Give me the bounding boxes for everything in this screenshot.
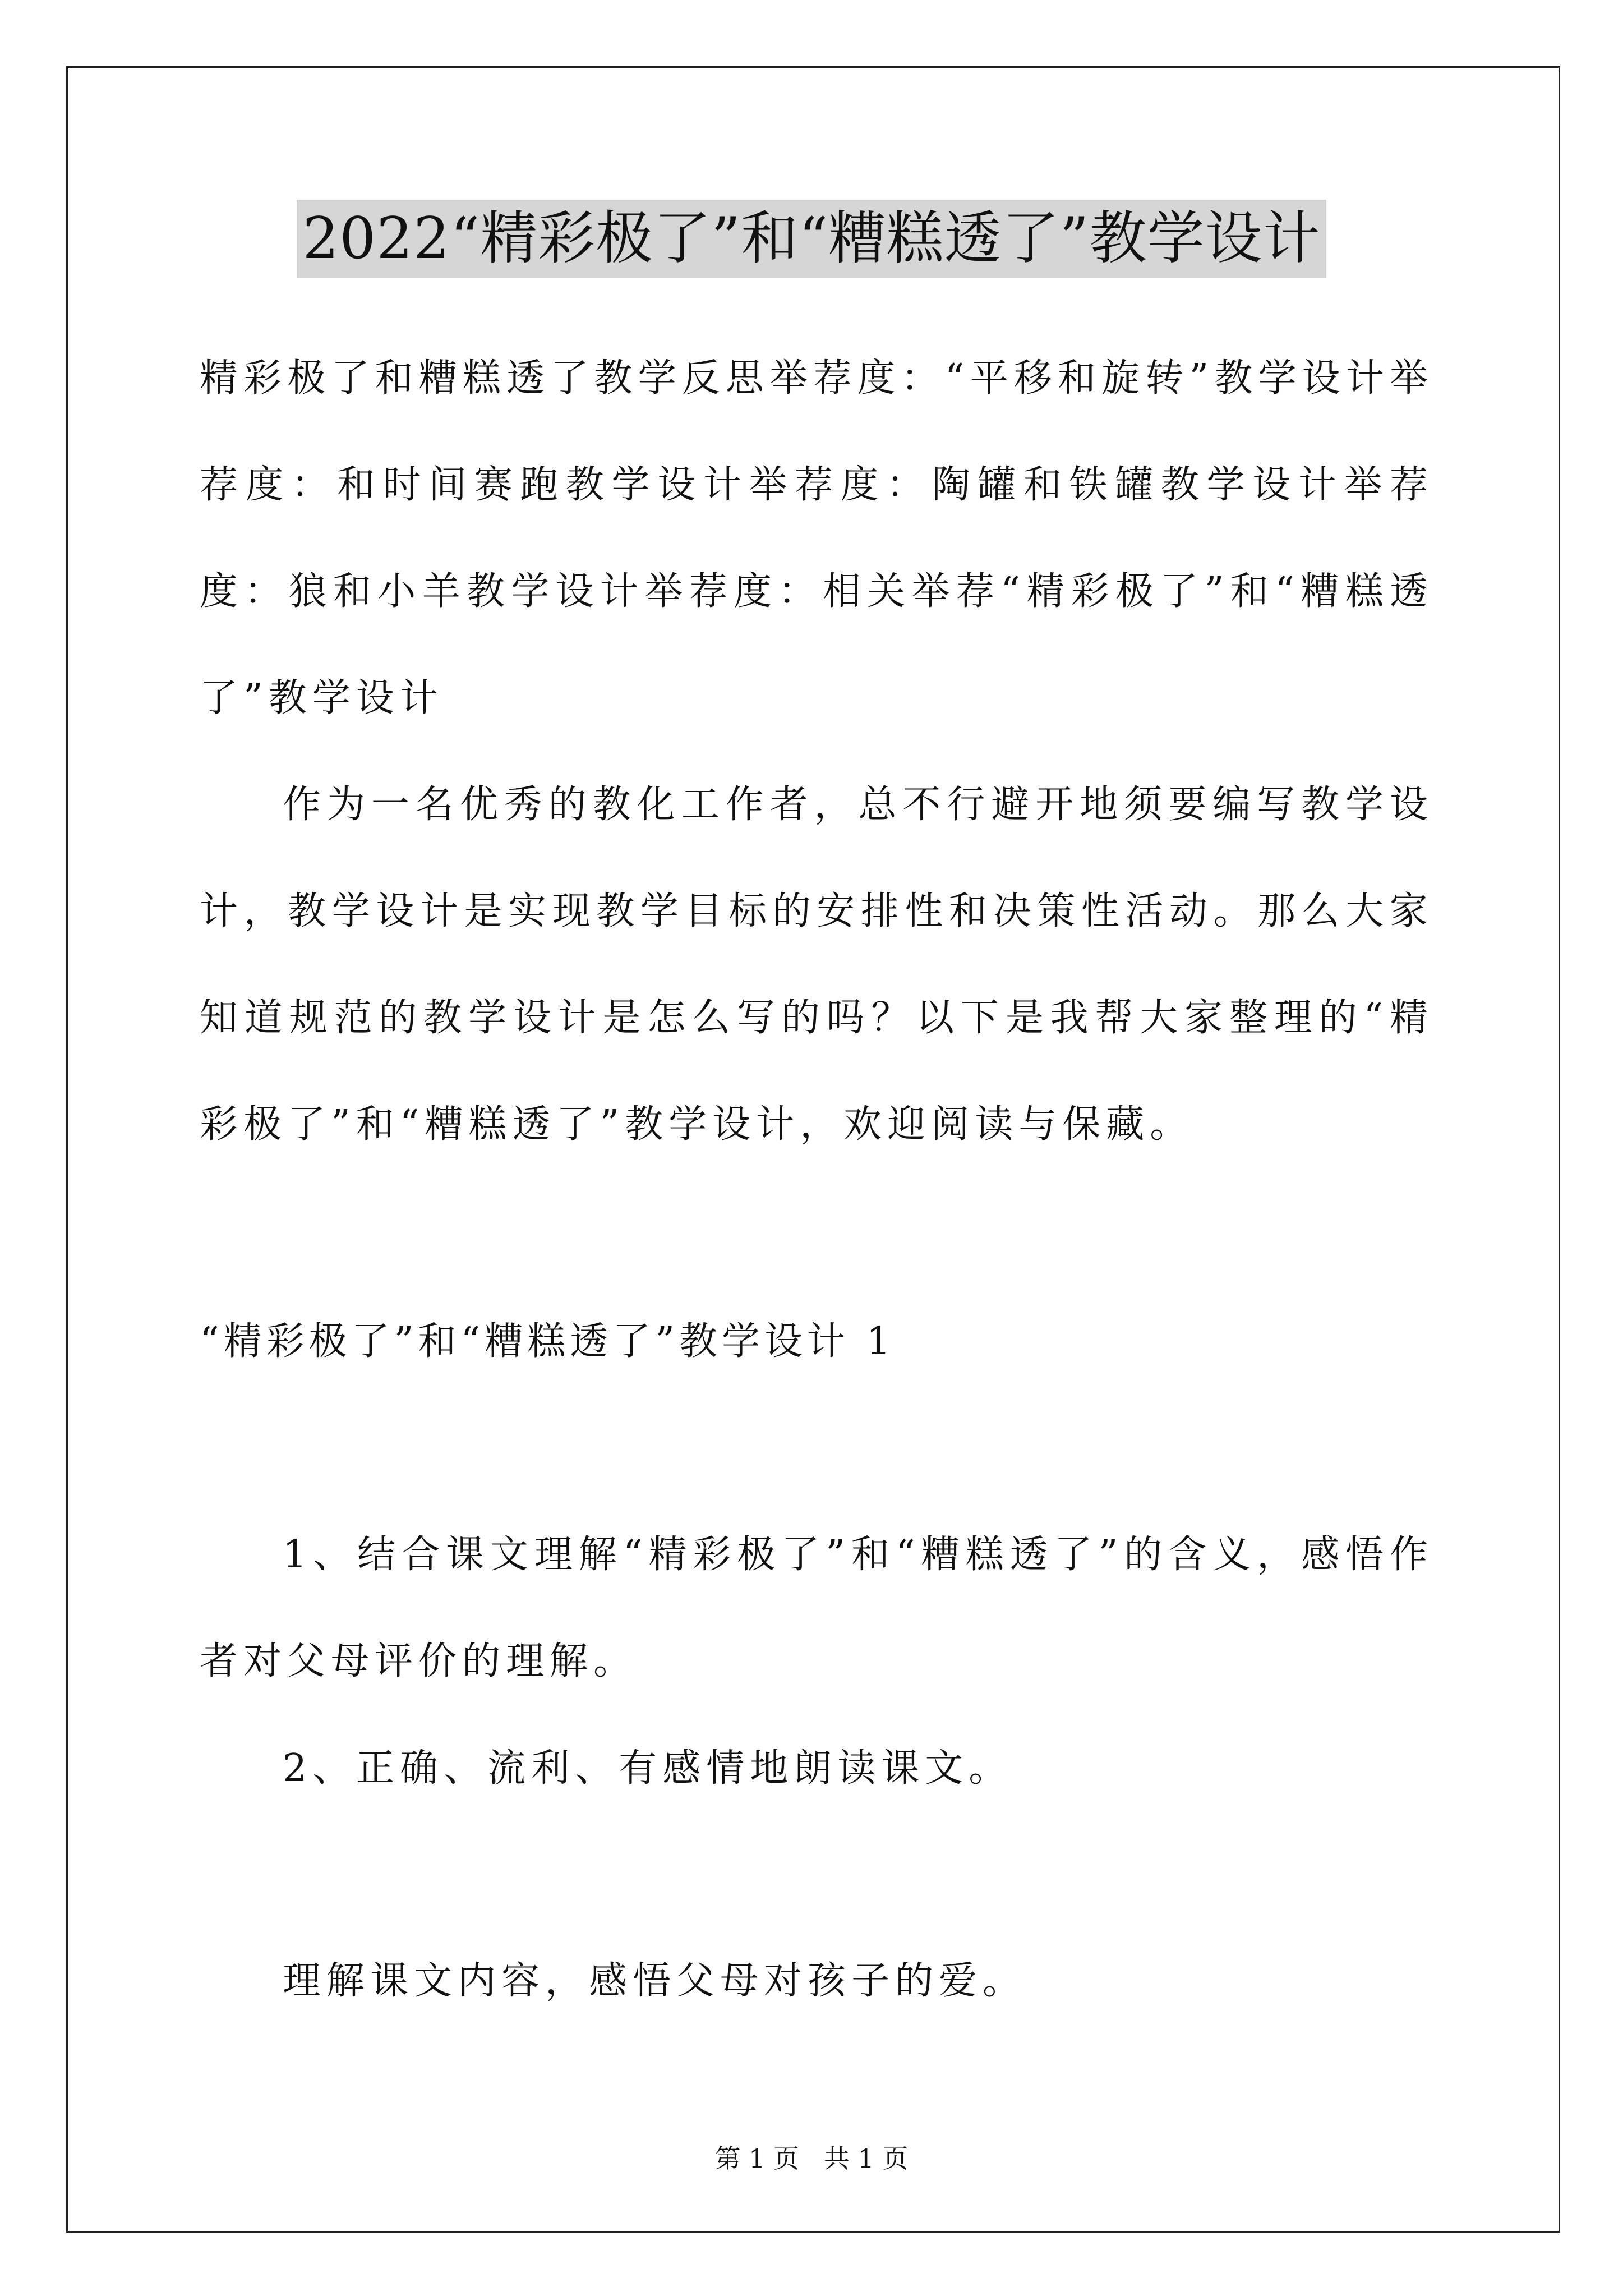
document-title: 2022“精彩极了”和“糟糕透了”教学设计 — [297, 200, 1326, 278]
objective-item-1: 1、结合课文理解“精彩极了”和“糟糕透了”的含义，感悟作者对父母评价的理解。 — [200, 1533, 1433, 1683]
key-point-paragraph: 理解课文内容，感悟父母对孩子的爱。 — [283, 1959, 1027, 2003]
objective-item-2: 2、正确、流利、有感情地朗读课文。 — [283, 1746, 1013, 1791]
section-heading: “精彩极了”和“糟糕透了”教学设计 1 — [200, 1319, 895, 1364]
title-container — [0, 200, 1623, 278]
body-paragraph: 作为一名优秀的教化工作者，总不行避开地须要编写教学设计，教学设计是实现教学目标的安排性和决策性活动。那么大家知道规范的教学设计是怎么写的吗？以下是我帮大家整理的“精彩极了”和“糟糕透了”教学设计，欢迎阅读与保藏。 — [200, 783, 1433, 1147]
intro-paragraph: 精彩极了和糟糕透了教学反思举荐度：“平移和旋转”教学设计举荐度：和时间赛跑教学设计举荐度：陶罐和铁罐教学设计举荐度：狼和小羊教学设计举荐度：相关举荐“精彩极了”和“糟糕透了”教学设计 — [200, 356, 1433, 720]
page-footer: 第 1 页 共 1 页 — [714, 2143, 909, 2174]
